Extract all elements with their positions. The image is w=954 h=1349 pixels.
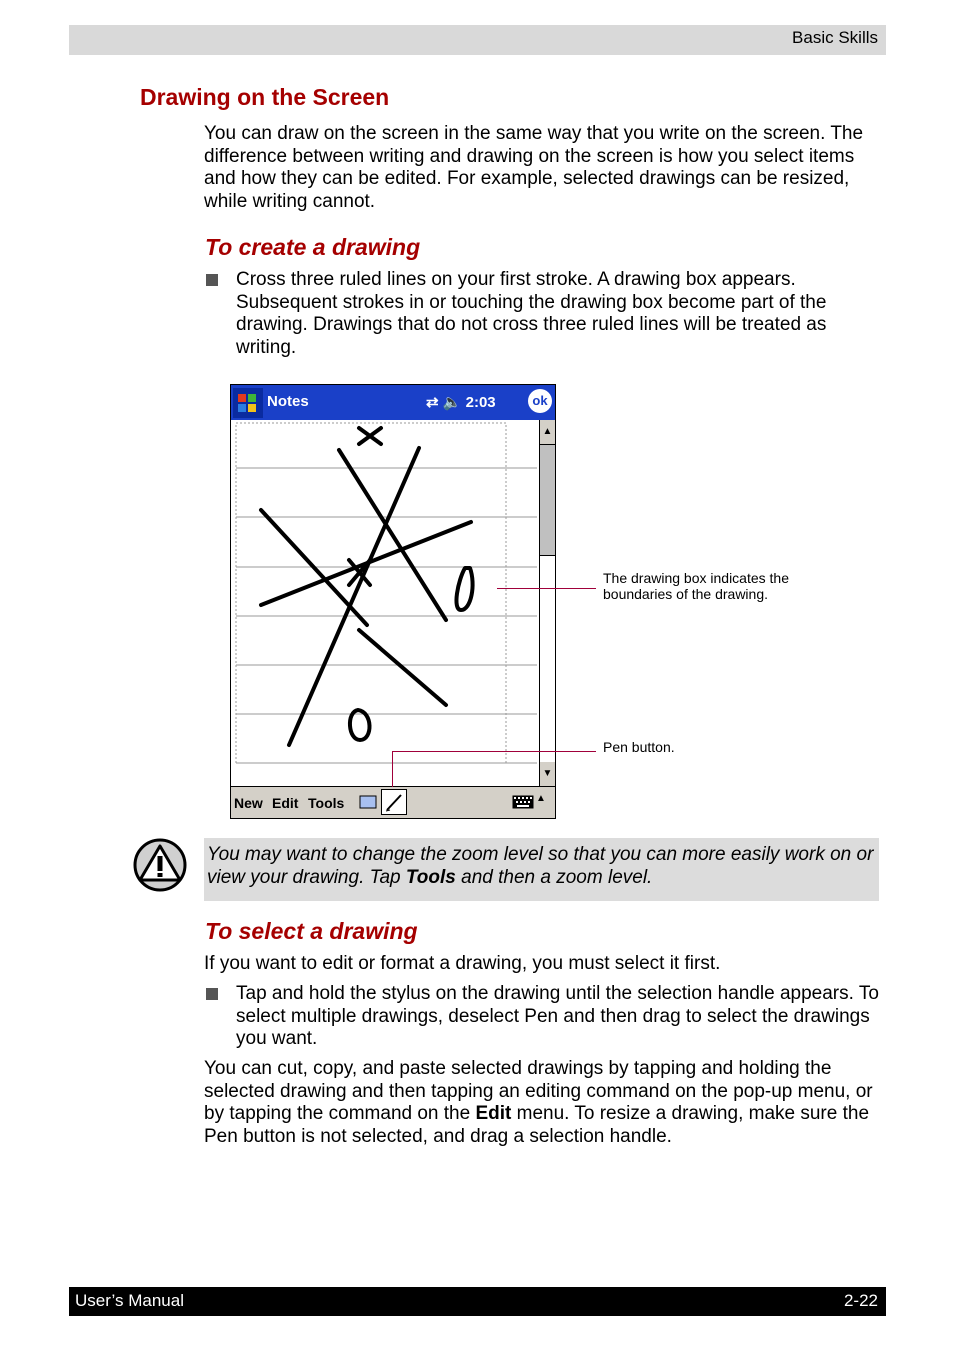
select-drawing-bullet-text: Tap and hold the stylus on the drawing until the selection handle appears. To select multiple drawings, deselect Pen and then drag to select the drawings you want. [236,983,879,1050]
warning-icon [133,838,187,892]
keyboard-icon[interactable] [512,795,534,814]
menu-tools[interactable]: Tools [308,795,345,811]
header-section-title: Basic Skills [792,28,878,47]
menu-new[interactable]: New [234,795,263,811]
clock-time[interactable]: 2:03 [465,394,496,411]
para-edit-bold: Edit [475,1103,512,1125]
note-text [207,844,875,889]
para-start: You can cut, copy, and paste selected drawings by tapping and holding the selected drawing and then tapping an editing command on the pop-up menu, or by tapping the command on the [204,1058,873,1125]
footer-page-number: 2-22 [843,1291,878,1310]
note-text-start: You may want to change the zoom level so that you can more easily work on or view your drawing. Tap [207,844,874,888]
pen-button[interactable] [381,789,407,815]
scrollbar-thumb[interactable] [540,444,555,556]
notes-screenshot [230,384,556,819]
scroll-down-arrow-icon[interactable]: ▼ [540,762,555,786]
speaker-icon[interactable]: 🔈 [442,394,462,411]
connectivity-icon[interactable]: ⇄ [426,394,439,411]
cut-copy-paste-paragraph [204,1058,879,1149]
menu-edit[interactable]: Edit [272,795,299,811]
pen-callout-text: Pen button. [603,739,675,755]
section-title: Drawing on the Screen [140,84,390,110]
pen-callout-line [392,751,596,752]
page-header [69,25,886,55]
pda-title-bar [231,385,555,420]
scroll-up-arrow-icon[interactable]: ▲ [540,420,555,444]
pen-icon [382,790,406,814]
create-drawing-heading: To create a drawing [205,234,421,260]
select-intro-paragraph: If you want to edit or format a drawing, you must select it first. [204,953,721,974]
windows-start-icon[interactable] [233,388,263,418]
note-text-end: and then a zoom level. [455,866,653,888]
select-drawing-heading: To select a drawing [205,918,418,944]
drawing-box-callout-text: The drawing box indicates the boundaries of the drawing. [603,570,789,602]
create-drawing-bullet-text: Cross three ruled lines on your first stroke. A drawing box appears. Subsequent strokes in or touching the drawing box become part of the drawing. Drawings that do not cross three ruled lines will be treated as writing. [236,269,827,359]
input-selector-arrow-icon[interactable]: ▲ [536,793,546,804]
footer-manual-title: User’s Manual [75,1291,184,1310]
intro-paragraph: You can draw on the screen in the same way that you write on the screen. The difference between writing and drawing on the screen is how you select items and how they can be edited. For example, selected drawings can be resized, while writing cannot. [204,123,864,213]
note-tools-bold: Tools [405,866,456,888]
hand-drawn-tic-tac-toe [261,428,473,745]
bullet-square-icon [206,274,218,286]
note-box [204,838,879,901]
status-area [426,393,496,411]
app-title: Notes [267,393,309,410]
para-end: menu. To resize a drawing, make sure the Pen button is not selected, and drag a selection handle. [204,1103,870,1148]
drawing-box-callout-line [497,588,596,589]
pen-callout-line-vertical [392,751,393,787]
drawing-canvas[interactable] [231,420,539,786]
ok-button[interactable]: ok [528,389,552,413]
bullet-square-icon [206,988,218,1000]
recording-icon[interactable] [359,794,377,815]
vertical-scrollbar[interactable] [539,420,555,786]
drawing-box [236,423,506,763]
page-footer [69,1287,886,1316]
pda-menu-bar [231,786,555,818]
